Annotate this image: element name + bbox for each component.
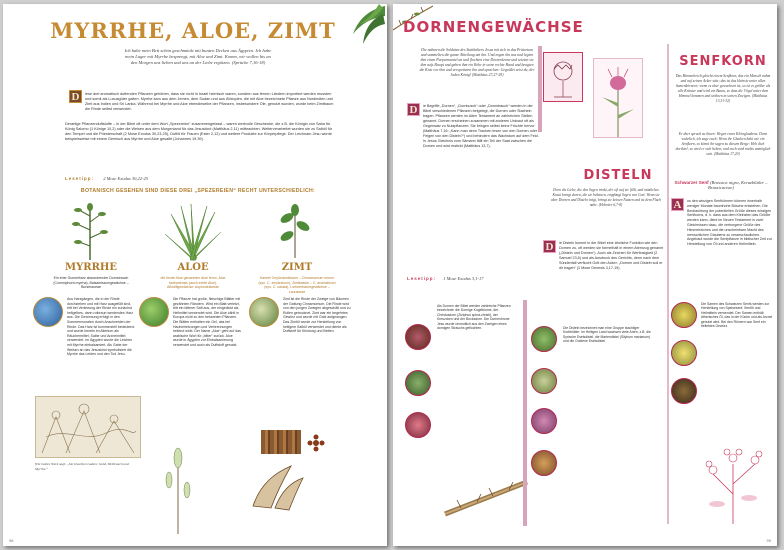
divider-senf (667, 44, 669, 524)
star-anise-icon (307, 434, 325, 452)
myrrh-etching (35, 396, 141, 458)
column-aloe: Die Pflanze hat große, fleischige Blätter mit gezähnten Rändern. Wird ein Blatt verletzt, tritt ein bitterer Saft aus, der eingedickt als Heilmittel verwendet wird. Die Aloe zählt in Europa nicht zu den bekannten Pflanzen. Die Blätter enthalten ein Gel, das bei Hautverletzungen und Verbrennungen heilend wirkt. Der Name „Aloe“ geht auf das arabische Wort für „bitter“ zurück. Aloe wurde in Ägypten zur Einbalsamierung verwendet und auch als Duftstoff genutzt. (173, 297, 241, 347)
lesetipp-dornen (407, 276, 484, 281)
drop-cap-dornen: D (407, 103, 420, 116)
thistle-photo-2 (531, 368, 557, 394)
senf-photo-3 (671, 378, 697, 404)
plant-name-zimt: ZIMT (281, 262, 313, 273)
thistle-photo-1 (531, 326, 557, 352)
lesetipp-label: Lesetipp: (65, 176, 95, 181)
page-title: MYRRHE, ALOE, ZIMT (50, 18, 336, 43)
decor-bar-2 (523, 300, 527, 526)
drop-cap-senf: A (671, 198, 684, 211)
dornen-body: ie Begriffe „Dornen“, „Dornbusch“ oder „Dornstrauch“ werden in der Bibel verschiedenen Pflanzen beigelegt, die Dornen oder Stacheln tragen. Pflanzen werden im Alten Testament an zahlreichen Stellen genannt. Dornen erscheinen zusammen mit anderen Unkraut oft als Gegensatz zu Nutzpflanzen: Sie bringen selbst keine Früchte hervor (Matthäus 7,16: „Kann man denn Trauben lesen von den Dornen oder Feigen von den Disteln?“) und behindern das Wachstum auf dem Feld. In Jesus Gleichnis vom Sämann fällt ein Teil der Saat zwischen die Dornen und wird erstickt (Matthäus 13,7). (423, 104, 539, 148)
palm-leaf-corner (339, 4, 387, 52)
plant-caption-zimt: Kaneel Ceylonzimtbaum – Cinnamomum verum (syn. C. zeylanicum), Zimtkassie – C. aromaticum (syn. C. cassia), Lorbeerbaumgewächse – Lauraceae (258, 276, 336, 294)
aloe-leaf-photo (139, 297, 169, 327)
thistle-photo-3 (531, 408, 557, 434)
plant-caption-aloe: die heute Aloe genannten Aloe ferox, Aloe barbadensis (auch echte Aloe), Affodillgewächse: Asphodelaceae (160, 276, 226, 289)
christ-crown-illustration (543, 52, 583, 102)
thorn-photo-1 (405, 324, 431, 350)
page-number-right: 99 (766, 538, 771, 543)
right-page (393, 4, 777, 546)
etching-caption: Wie Gottes Werk sagt: „Sie brachten Gaben: Gold, Weihrauch und Myrrhe.“ (35, 462, 129, 471)
intro-quote: Ich habe mein Bett schön geschmückt mit bunten Decken aus Ägypten. Ich habe mein Lager mit Myrrhe besprengt, mit Aloe und Zimt. Komm, wir wollen bis an den Morgen uns lieben und uns an der Liebe ergötzen. (Sprüche 7,16-18) (124, 48, 272, 66)
page-number-left: 98 (9, 538, 14, 543)
lesetipp-ref: 2 Mose Exodus 30,22-25 (103, 176, 149, 181)
body-text-1: iese drei aromatisch duftenden Pflanzen gehörten, dass sie nicht in Israel heimisch waren, sondern aus fernen Ländern importiert werden mussten und somit als Luxusgüter galten. Myrrhe kam aus dem Jemen, dem Sudan und aus Äthiopien, die mit Aloe bezeichnete Pflanze aus Nordindien und Zimt aus Indien und Sri Lanka. Während bei Myrrhe und Aloe ebendieselbe der Pflanzen, insbesondere Öle, genutzt wurden, wurde beim Zimtbaum die Rinde selbst verwendet. (85, 92, 334, 112)
senf-column: Die Samen des Schwarzen Senfs werden zur Herstellung von Speisesenf, Senföl und Heilmitteln verwendet. Der Samen enthält ätherisches Öl, das in der Küche und als Arznei genutzt wird. Bei den Römern war Senf ein beliebtes Gewürz. (701, 302, 773, 329)
thistle-pink-illustration (533, 60, 543, 70)
column-myrrhe: Aus Harzgängen, die in der Rinde durchziehen und mit Harz ausgefüllt sind, tritt bei Verletzung der Rinde ein zunächst hellgelbes, dann rotbraun werdendes Harz aus. Die Gewinnung erfolgt in den Sommermonaten durch Anschneiden der Rinde. Das Harz ist kommerziell bedeutend und wurde bereits im Altertum als Räuchermittel, Salbe und Arzneimittel verwendet. Im Ägypten wurde die Leichen mit Myrrhe einbalsamiert. Als Gabe der Weisen an das Jesuskind symbolisiert die Myrrhe das Leiden und den Tod Jesu. (67, 297, 135, 357)
palm-leaf-icon (339, 4, 387, 52)
senf-quote-2: Er aber sprach zu ihnen: Wegen eures Kleinglaubens. Denn wahrlich, ich sage euch: Wenn ihr Glauben habt wie ein Senfkorn, so könnt ihr sagen zu diesem Berge: Heb dich dorthin!, so wird er sich heben; und euch wird nichts unmöglich sein. (Matthäus 17,20) (675, 132, 771, 156)
disteln-body: ie Disteln kommt in der Bibel eine ähnliche Funktion wie den Dornen zu, oft werden sie formelhaft in einem Atemzug genannt („Disteln und Dornen“). Auch als Zeichen für Wertlosigkeit (2 Samuel 23,6) und als Ausdruck des Gerichts, denn nach dem Sündenfall verflucht Gott den Acker: „Dornen und Disteln soll er dir tragen“ (1 Mose Genesis 3,17-19). (559, 241, 664, 270)
lesetipp-label-right: Lesetipp: (407, 276, 437, 281)
cinnamon-bark-photo (261, 430, 301, 454)
thistle-illustration (593, 58, 643, 138)
left-page (3, 4, 387, 546)
thorn-photo-2 (405, 370, 431, 396)
cinnamon-flower-photo (249, 297, 279, 327)
thistle-photo-4 (531, 450, 557, 476)
aloe-illustration (163, 200, 223, 262)
column-zimt: Zimt ist die Rinde der Zweige von Bäumen der Gattung Cinnamomum. Die Rinde wird von den jungen Zweigen abgeschält und zu Rollen getrocknet. Zimt war ein begehrtes Gewürz und wurde mit Gold aufgewogen. Das Zimtöl wurde zur Herstellung von heiligem Salböl verwendet und diente als Duftstoff für Kleidung und Betten. (283, 297, 351, 334)
senf-quote-1: Das Himmelreich gleicht einem Senfkorn, das ein Mensch nahm und auf seinen Acker säte; das ist das kleinste unter allen Samenkörnern; wenn es aber gewachsen ist, so ist es größer als alle Kräuter und wird ein Baum, so dass die Vögel unter dem Himmel kommen und wohnen in seinen Zweigen. (Matthäus 13,31-32) (675, 74, 771, 103)
lesetipp (65, 176, 148, 181)
myrrh-illustration (65, 202, 115, 260)
dornen-quote: Die nahmen die Soldaten des Statthalters Jesus mit sich in das Prätorium und sammelten die ganze Abteilung um ihn. Und zogen ihn aus und legten ihm einen Purpurmantel an und flochten eine Dornenkrone und setzten sie ihm aufs Haupt und gaben ihm ein Rohr in seine rechte Hand und beugten die Knie vor ihm und verspotteten ihn und sprachen: Gegrüßet seist du, der Juden König! (Matthäus 27,27-29) (419, 48, 535, 77)
disteln-column: Die Disteln bezeichnet man eine Gruppe stachliger Korbblütler. Im Heiligen Land wachsen viele Arten, z.B. die Syrische Eselsdistel, die Mariendistel (Silybum marianum) und die Goldene Eselsdistel. (563, 326, 651, 344)
dornen-column: Als Dornen der Bibel werden zahlreiche Pflanzen bezeichnet: die Dornige Kugelblume, der Christusdorn (Ziziphus spina-christi), der Kreuzdorn und der Bocksdorn. Die Dornenkrone Jesu wurde vermutlich aus den Zweigen eines dornigen Strauchs geflochten. (437, 304, 511, 331)
plant-caption-myrrhe: Ein eher Gummiharz absondernder Dornstrauch (Commiphora myrrha), Balsambaumgewächse – Burseraceae (53, 276, 129, 289)
drop-cap: D (69, 90, 82, 103)
senf-photo-2 (671, 340, 697, 366)
plant-name-aloe: ALOE (177, 262, 209, 273)
senf-plant-latin: (Brassica nigra, Kreuzblütler – Brassicaceae) (707, 180, 768, 190)
thorn-wood-illustration (441, 474, 531, 526)
thorn-photo-3 (405, 412, 431, 438)
aloe-drawing (153, 444, 203, 534)
title-dornengewaechse: DORNENGEWÄCHSE (403, 18, 584, 36)
senf-body: us den winzigen Senfkörnern können innerhalb weniger Monate baumhohe Büsche entstehen. Die Beobachtung der potentiellen Größe dieses winzigen Senfkorns, d. h. dass aus dem Kleinsten das Größte werden kann, dient im Neuen Testament in zwei Gleichnissen dazu, die verborgene Größe des Himmelreiches und die unscheinbare Macht des menschlichen Glaubens zu veranschaulichen. Angebaut wurde die Senfpflanze in biblischer Zeit zur Herstellung von Öl und anderen Heilmitteln. (687, 199, 772, 247)
cinnamon-sticks-photo (247, 462, 307, 512)
drop-cap-disteln: D (543, 240, 556, 253)
body-text-2: Derartige Pflanzenduftstoffe – in der Bibel oft unter dem Wort „Spezereien“ zusammengefasst – waren wertvolle Geschenke, die z.B. die Königin von Saba für König Salomo (1 Könige 10,2) oder die Weisen aus dem Morgenland für das Jesuskind (Matthäus 2,11) mitbrachten. Weiterverarbeitet wurden sie zu Salböl für den Tempel und die Priesterschaft (2 Mose Exodus 30,23-25), Duftöl für Frauen (Ester 2,12) und weitere Produkte zur Körperpflege. Der Leichnam Jesu wurde beispielsweise mit einem Gemisch aus Myrrhe und Aloe gesalbt (Johannes 19,39). (65, 122, 333, 142)
title-disteln: DISTELN (583, 168, 653, 183)
cinnamon-illustration (275, 204, 315, 258)
lesetipp-ref-right: 1 Mose Exodus 3,1-17 (443, 276, 484, 281)
myrrh-resin-photo (33, 297, 63, 327)
senf-photo-1 (671, 302, 697, 328)
senf-plant-label: Schwarzer Senf (674, 180, 709, 185)
plant-name-myrrhe: MYRRHE (65, 262, 117, 273)
senf-plant-name (669, 180, 773, 190)
subheading: BOTANISCH GESEHEN SIND DIESE DREI „SPEZEREIEN“ RECHT UNTERSCHIEDLICH: (80, 188, 316, 194)
title-senfkorn: SENFKORN (679, 54, 767, 69)
senf-flower-illustration (693, 424, 773, 524)
disteln-quote: Dorn die Liebe, die den Segen trinkt, der oft auf sie fällt, und nützliches Kraut bringt denen, die sie bebauen, empfängt Segen von Gott. Wenn sie aber Dornen und Disteln trägt, bringt sie keinen Nutzen und ist dem Fluch nahe. (Hebräer 6,7-8) (550, 188, 662, 207)
